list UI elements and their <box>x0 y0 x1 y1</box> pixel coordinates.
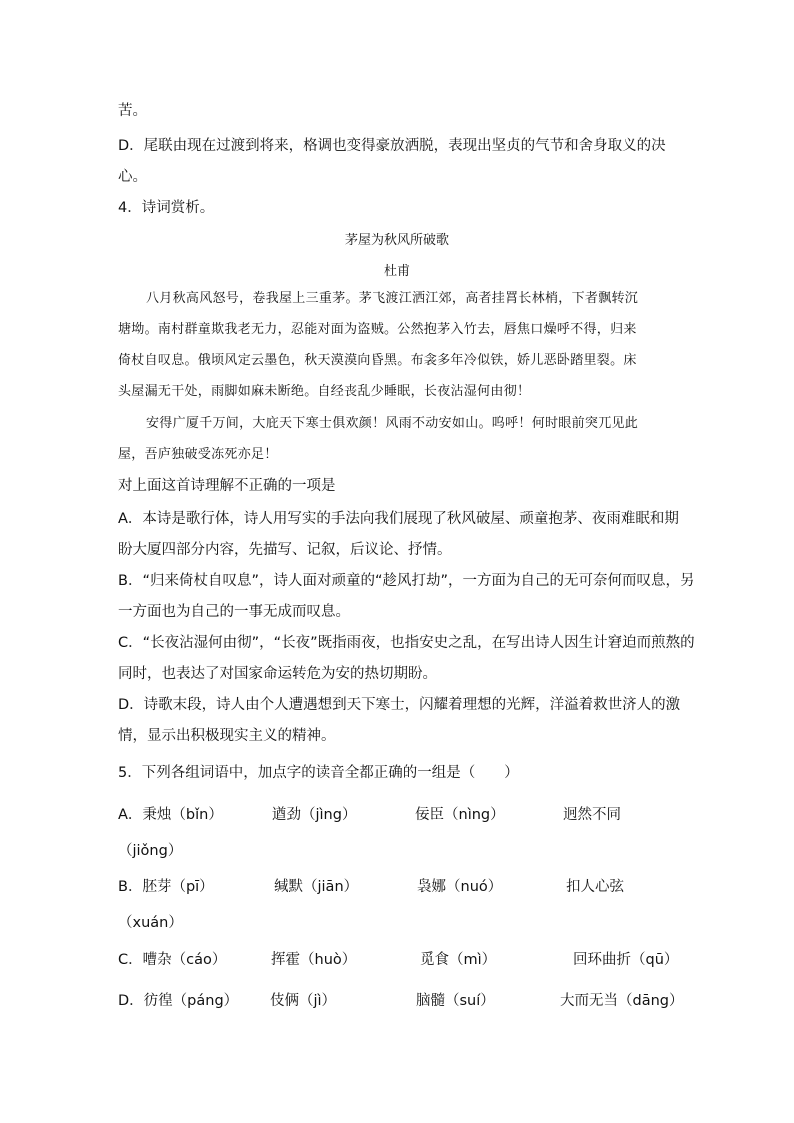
option-d: D．诗歌末段，诗人由个人遭遇想到天下寒士，闪耀着理想的光辉，洋溢着救世济人的激 <box>118 697 681 713</box>
q5-b-item4-pinyin: （xuán） <box>118 915 183 931</box>
poem-line: 塘坳。南村群童欺我老无力，忍能对面为盗贼。公然抱茅入竹去，唇焦口燥呼不得，归来 <box>118 322 637 337</box>
option-a-cont: 盼大厦四部分内容，先描写、记叙，后议论、抒情。 <box>118 542 452 558</box>
q5-b-item1: B．胚芽（pī） <box>118 879 214 895</box>
q5-b-item2: 缄默（jiān） <box>274 879 359 895</box>
q5-d-item1: D．彷徨（páng） <box>118 993 239 1009</box>
poem-line: 安得广厦千万间，大庇天下寒士俱欢颜！风雨不动安如山。呜呼！何时眼前突兀见此 <box>146 416 639 431</box>
poem-title: 茅屋为秋风所破歌 <box>344 233 449 248</box>
q5-c-item2: 挥霍（huò） <box>271 952 357 968</box>
poem-author: 杜甫 <box>383 264 410 279</box>
q5-a-item2: 遒劲（jìng） <box>272 807 357 823</box>
question-5-heading: 5．下列各组词语中，加点字的读音全都正确的一组是（ ） <box>118 765 519 781</box>
option-b-cont: 一方面也为自己的一事无成而叹息。 <box>118 604 350 620</box>
q5-c-item3: 觅食（mì） <box>420 952 497 968</box>
question-4-stem: 对上面这首诗理解不正确的一项是 <box>118 478 336 494</box>
q5-c-item4: 回环曲折（qū） <box>573 952 679 968</box>
option-c: C．“长夜沾湿何由彻”，“长夜”既指雨夜，也指安史之乱，在写出诗人因生计窘迫而煎熬的 <box>118 635 695 651</box>
poem-line: 倚杖自叹息。俄顷风定云墨色，秋天漠漠向昏黑。布衾多年冷似铁，娇儿恶卧踏里裂。床 <box>118 353 637 368</box>
q5-a-item4-pinyin: （jiǒng） <box>118 843 183 859</box>
option-c-cont: 同时，也表达了对国家命运转危为安的热切期盼。 <box>118 666 437 682</box>
q5-d-item4: 大而无当（dāng） <box>560 993 684 1009</box>
question-4-heading: 4．诗词赏析。 <box>118 200 215 216</box>
q5-d-item2: 伎俩（jì） <box>270 993 337 1009</box>
prev-text: 苦。 <box>118 103 147 119</box>
q5-b-item3: 袅娜（nuó） <box>417 879 503 895</box>
poem-line: 八月秋高风怒号，卷我屋上三重茅。茅飞渡江洒江郊，高者挂罥长林梢，下者飘转沉 <box>146 291 639 306</box>
prev-option-d-cont: 心。 <box>118 169 147 185</box>
prev-option-d: D．尾联由现在过渡到将来，格调也变得豪放洒脱，表现出坚贞的气节和舍身取义的决 <box>118 138 666 154</box>
poem-line: 头屋漏无干处，雨脚如麻未断绝。自经丧乱少睡眠，长夜沾湿何由彻！ <box>118 384 531 399</box>
q5-c-item1: C．嘈杂（cáo） <box>118 952 227 968</box>
option-b: B．“归来倚杖自叹息”，诗人面对顽童的“趁风打劫”，一方面为自己的无可奈何而叹息，另 <box>118 573 695 589</box>
option-d-cont: 情，显示出积极现实主义的精神。 <box>118 728 336 744</box>
q5-a-item1: A．秉烛（bǐn） <box>118 807 223 823</box>
q5-d-item3: 脑髓（suí） <box>416 993 495 1009</box>
poem-line: 屋，吾庐独破受冻死亦足！ <box>118 447 278 462</box>
q5-a-item4: 迥然不同 <box>563 807 621 823</box>
option-a: A．本诗是歌行体，诗人用写实的手法向我们展现了秋风破屋、顽童抱茅、夜雨难眠和期 <box>118 511 679 527</box>
q5-b-item4: 扣人心弦 <box>566 879 624 895</box>
q5-a-item3: 佞臣（nìng） <box>415 807 505 823</box>
